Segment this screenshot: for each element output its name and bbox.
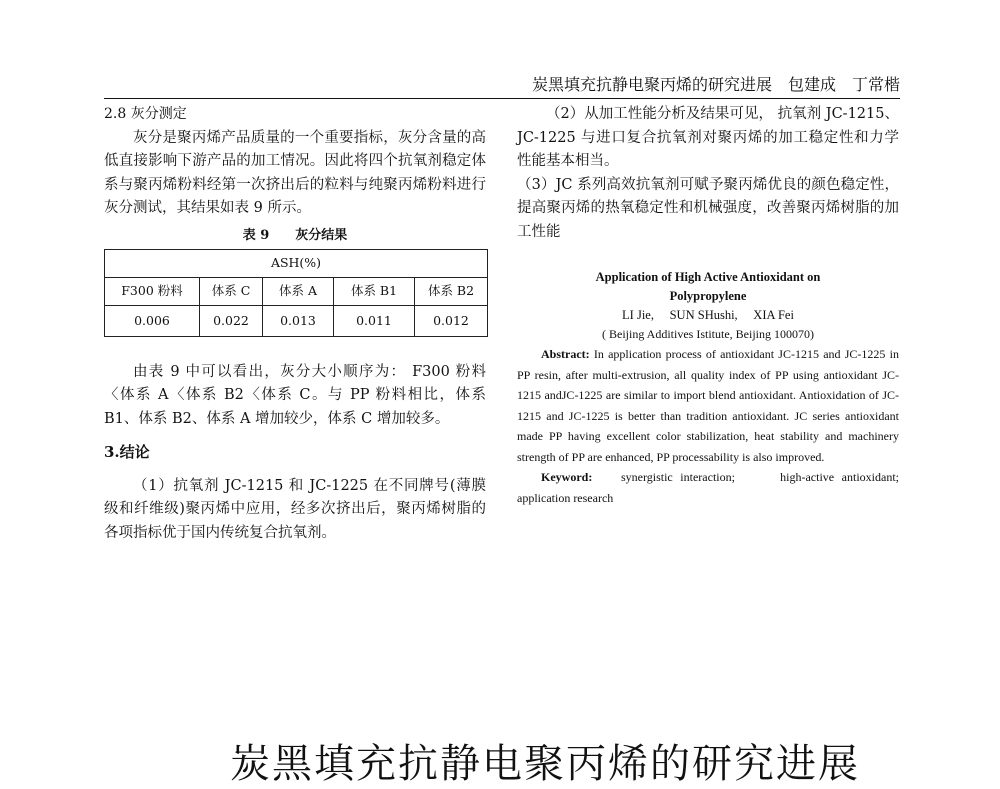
section-heading-3: 3.结论 — [104, 443, 150, 461]
ash-paragraph: 灰分是聚丙烯产品质量的一个重要指标，灰分含量的高低直接影响下游产品的加工情况。因此将四个抗氧剂稳定体系与聚丙烯粉料经第一次挤出后的粒料与纯聚丙烯粉料进行灰分测试，其结果如表 9 所示。 — [104, 129, 486, 216]
table-cell: 0.022 — [200, 305, 263, 336]
section-heading-2-8: 2.8 灰分测定 — [104, 106, 187, 122]
left-column — [104, 103, 486, 545]
table-cell: 0.013 — [263, 305, 334, 336]
english-title-line2: Polypropylene — [669, 289, 747, 303]
table-col-header: 体系 A — [263, 277, 334, 305]
running-header: 炭黑填充抗静电聚丙烯的研究进展 包建成 丁常楷 — [531, 75, 900, 94]
header-rule — [104, 98, 900, 99]
english-keywords — [517, 467, 912, 508]
english-institution: ( Beijing Additives Istitute, Beijing 100070) — [602, 327, 814, 341]
keyword-label: Keyword: — [541, 470, 593, 484]
english-abstract — [517, 344, 899, 467]
table-col-header: 体系 B2 — [415, 277, 488, 305]
table-col-header: 体系 B1 — [334, 277, 415, 305]
keyword-text: synergistic interaction; high-active antioxidant; application research — [517, 470, 912, 505]
conclusion-2: （2）从加工性能分析及结果可见， 抗氧剂 JC-1215、JC-1225 与进口复合抗氧剂对聚丙烯的加工稳定性和力学性能基本相当。 — [517, 106, 899, 169]
abstract-text: In application process of antioxidant JC-1215 and JC-1225 in PP resin, after multi-extrusion, all quality index of PP using antioxidant JC-1215 andJC-1225 are similar to import blend antioxidant. Antioxidation of JC-1215 and JC-1225 is better than tradition antioxidant. JC series antioxidant made PP having excellent color stabilization, heat stability and machinery strength of PP are enhanced, PP processability is also improved. — [517, 347, 899, 464]
ash-result-paragraph: 由表 9 中可以看出，灰分大小顺序为： F300 粉料〈体系 A〈体系 B2〈体系 C。与 PP 粉料相比，体系 B1、体系 B2、体系 A 增加较少，体系 C 增加较多。 — [104, 363, 486, 427]
table-col-header: 体系 C — [200, 277, 263, 305]
table-cell: 0.006 — [105, 305, 200, 336]
table-cell: 0.011 — [334, 305, 415, 336]
abstract-label: Abstract: — [541, 347, 590, 361]
english-title: Application of High Active Antioxidant on — [595, 270, 821, 284]
table-col-header: F300 粉料 — [105, 277, 200, 305]
english-abstract-block — [517, 268, 912, 508]
ash-table — [104, 249, 488, 337]
conclusion-3: （3）JC 系列高效抗氧剂可赋予聚丙烯优良的颜色稳定性，提高聚丙烯的热氧稳定性和机械强度，改善聚丙烯树脂的加工性能 — [517, 176, 899, 240]
right-column — [517, 103, 912, 508]
table-group-header: ASH(%) — [105, 249, 488, 277]
next-article-title: 炭黑填充抗静电聚丙烯的研究进展 — [230, 741, 860, 787]
english-authors: LI Jie, SUN SHushi, XIA Fei — [622, 308, 794, 322]
conclusion-1: （1）抗氧剂 JC-1215 和 JC-1225 在不同牌号(薄膜级和纤维级)聚丙烯中应用，经多次挤出后，聚丙烯树脂的各项指标优于国内传统复合抗氧剂。 — [104, 477, 486, 541]
table-cell: 0.012 — [415, 305, 488, 336]
table-caption: 表 9 灰分结果 — [242, 227, 348, 243]
